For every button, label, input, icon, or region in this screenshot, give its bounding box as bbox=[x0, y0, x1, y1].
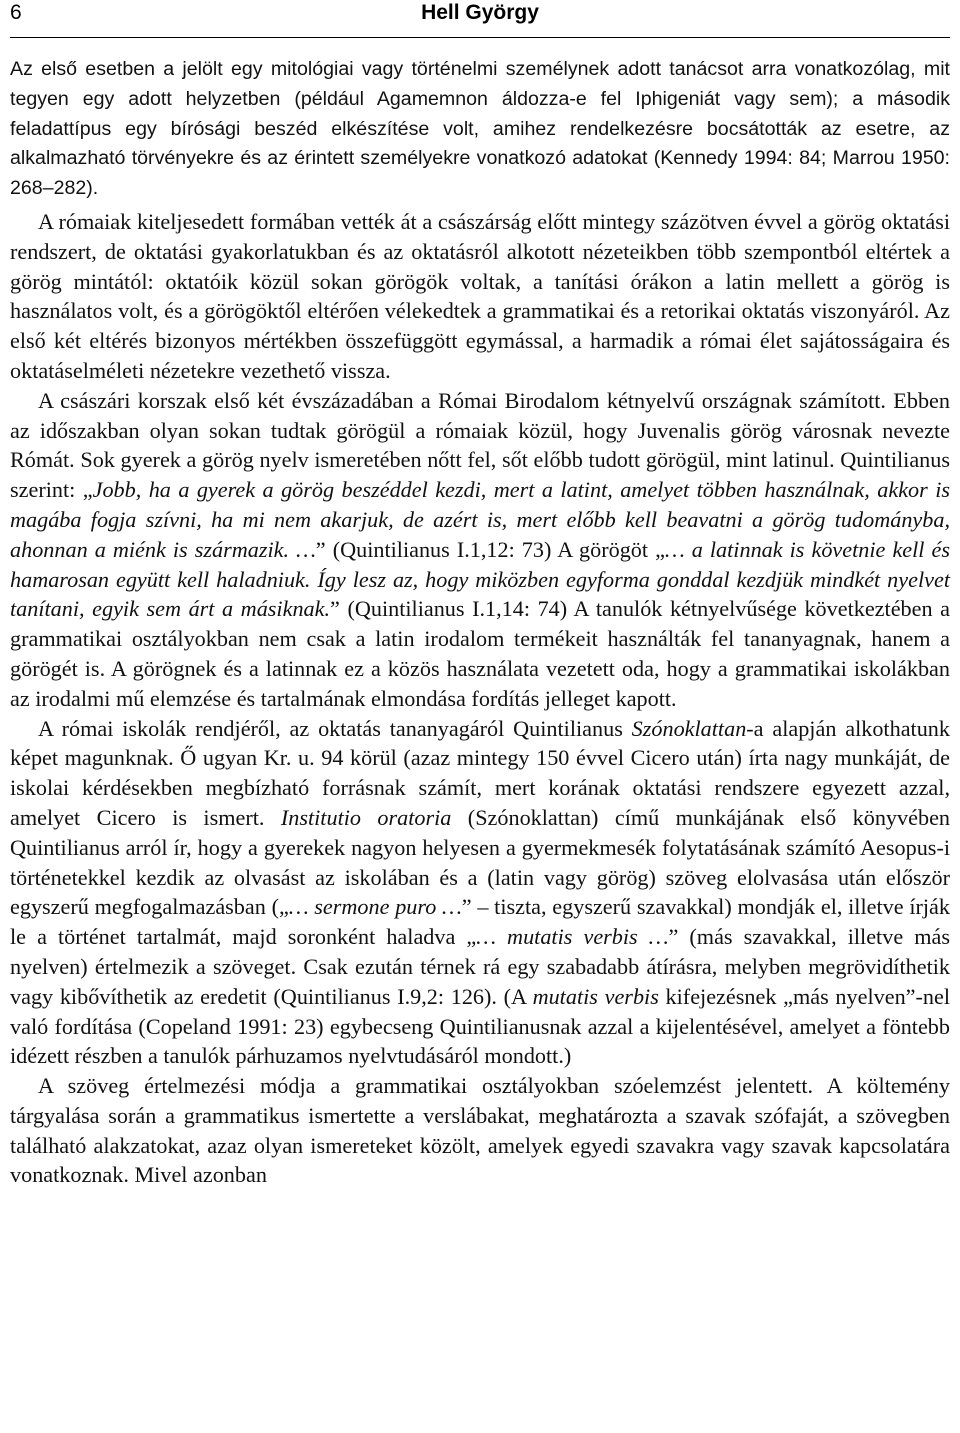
paragraph bbox=[10, 386, 950, 714]
text-run: ” (más szavakkal, illetve más nyelven) értelmezik a szöveget. Csak ezután térnek rá egy szabadabb átírásra, melyben megrövidíthetik vagy kibővíthetik az eredetit (Quintilianus I.9,2: 126). (A bbox=[10, 924, 950, 1009]
italic-run: Szónoklattan bbox=[631, 715, 747, 741]
italic-run: Institutio oratoria bbox=[280, 804, 452, 830]
text-run: A szöveg értelmezési módja a grammatikai osztályokban szóelemzést jelentett. A költemény tárgyalása során a grammatikus ismertette a verslábakat, meghatározta a szavak szófaját, a szövegben található alakzatokat, azaz olyan ismereteket közölt, amelyek egyedi szavakra vagy szavak kapcsolatára vonatkoznak. Mivel azonban bbox=[10, 1073, 950, 1188]
page-header bbox=[10, 0, 950, 38]
body-text bbox=[10, 55, 950, 1190]
text-run: A császári korszak első két évszázadában a Római Birodalom kétnyelvű országnak számított. Ebben az időszakban olyan sokan tudtak görögül a rómaiak közül, hogy Juvenalis görög városnak nevezte Rómát. Sok gyerek a görög nyelv ismeretében nőtt fel, sőt előbb tudott görögül, mint latinul. Quintilianus szerint: „ bbox=[10, 387, 950, 503]
italic-run: … sermone puro … bbox=[288, 894, 462, 920]
paragraph bbox=[10, 1071, 950, 1190]
text-run: -a alapján alkothatunk képet magunknak. Ő ugyan Kr. u. 94 körül (azaz mintegy 150 évvel Cicero után) írta nagy munkáját, de iskolai kérdésekben megbízható forrásnak számít, mert korának oktatási rendszere egyezett azzal, amelyet Cicero is ismert. bbox=[10, 715, 950, 830]
text-run: A római iskolák rendjéről, az oktatás tananyagáról Quintilianus bbox=[38, 715, 632, 741]
text-run: Az első esetben a jelölt egy mitológiai vagy történelmi személynek adott tanácsot arra vonatkozólag, mit tegyen egy adott helyzetben (például Agamemnon áldozza-e fel Iphigeniát vagy sem); a második feladattípus egy bírósági beszéd elkészítése volt, amihez rendelkezésre bocsátották az esetre, az alkalmazható törvényekre és az érintett személyekre vonatkozó adatokat (Kennedy 1994: 84; Marrou 1950: 268–282). bbox=[10, 58, 950, 200]
italic-run: Jobb, ha a gyerek a görög beszéddel kezdi, mert a latint, amelyet többen használnak, akkor is magába fogja szívni, ha mi nem akarjuk, de azért is, mert előbb kell beavatni a görög tudományba, ahonnan a miénk is származik. … bbox=[10, 477, 950, 562]
text-run: ” (Quintilianus I.1,12: 73) A görögöt „ bbox=[315, 536, 665, 562]
italic-run: … mutatis verbis … bbox=[476, 924, 669, 950]
paragraph bbox=[10, 714, 950, 1072]
text-run: (Szónoklattan) című munkájának első könyvében Quintilianus arról ír, hogy a gyerekek nagyon helyesen a gyermekmesék folytatásának számító Aesopus-i történetekkel kezdik az olvasást az iskolában és a (latin vagy görög) szöveg elolvasása után először egyszerű megfogalmazásban („ bbox=[10, 804, 951, 920]
italic-run: … a latinnak is követnie kell és hamarosan együtt kell haladniuk. Így lesz az, hogy miközben egyforma gonddal kezdjük mindkét nyelvet tanítani, egyik sem árt a másiknak. bbox=[10, 536, 950, 622]
paragraph bbox=[10, 55, 950, 204]
page-number: 6 bbox=[10, 1, 22, 24]
running-head: Hell György bbox=[421, 1, 539, 24]
text-run: A rómaiak kiteljesedett formában vették át a császárság előtt mintegy százötven évvel a görög oktatási rendszert, de oktatási gyakorlatukban és az oktatásról alkotott nézeteikben több szempontból eltértek a görög mintától: oktatóik közül sokan görögök voltak, a tanítási órákon a latin mellett a görög is használatos volt, és a görögöktől eltérően vélekedtek a grammatikai és a retorikai oktatás viszonyáról. Az első két eltérés bizonyos mértékben összefüggött egymással, a harmadik a római élet sajátosságaira és oktatáselméleti nézetekre vezethető vissza. bbox=[10, 208, 950, 383]
text-run: ” (Quintilianus I.1,14: 74) A tanulók kétnyelvűsége következtében a grammatikai osztályokban nem csak a latin irodalom termékeit használták fel tananyagnak, hanem a görögét is. A görögnek és a latinnak ez a közös használata vezetett oda, hogy a grammatikai iskolákban az irodalmi mű elemzése és tartalmának elmondása fordítás jelleget kapott. bbox=[10, 596, 950, 711]
header-rule bbox=[10, 37, 950, 38]
text-run: kifejezésnek „más nyelven”-nel való fordítása (Copeland 1991: 23) egybecseng Quintilianusnak azzal a kijelentésével, amelyet a föntebb idézett részben a tanulók párhuzamos nyelvtudásáról mondott.) bbox=[10, 983, 951, 1069]
text-run: ” – tiszta, egyszerű szavakkal) mondják el, illetve írják le a történet tartalmát, majd soronként haladva „ bbox=[10, 894, 950, 950]
italic-run: mutatis verbis bbox=[532, 983, 659, 1009]
paragraph bbox=[10, 207, 950, 386]
